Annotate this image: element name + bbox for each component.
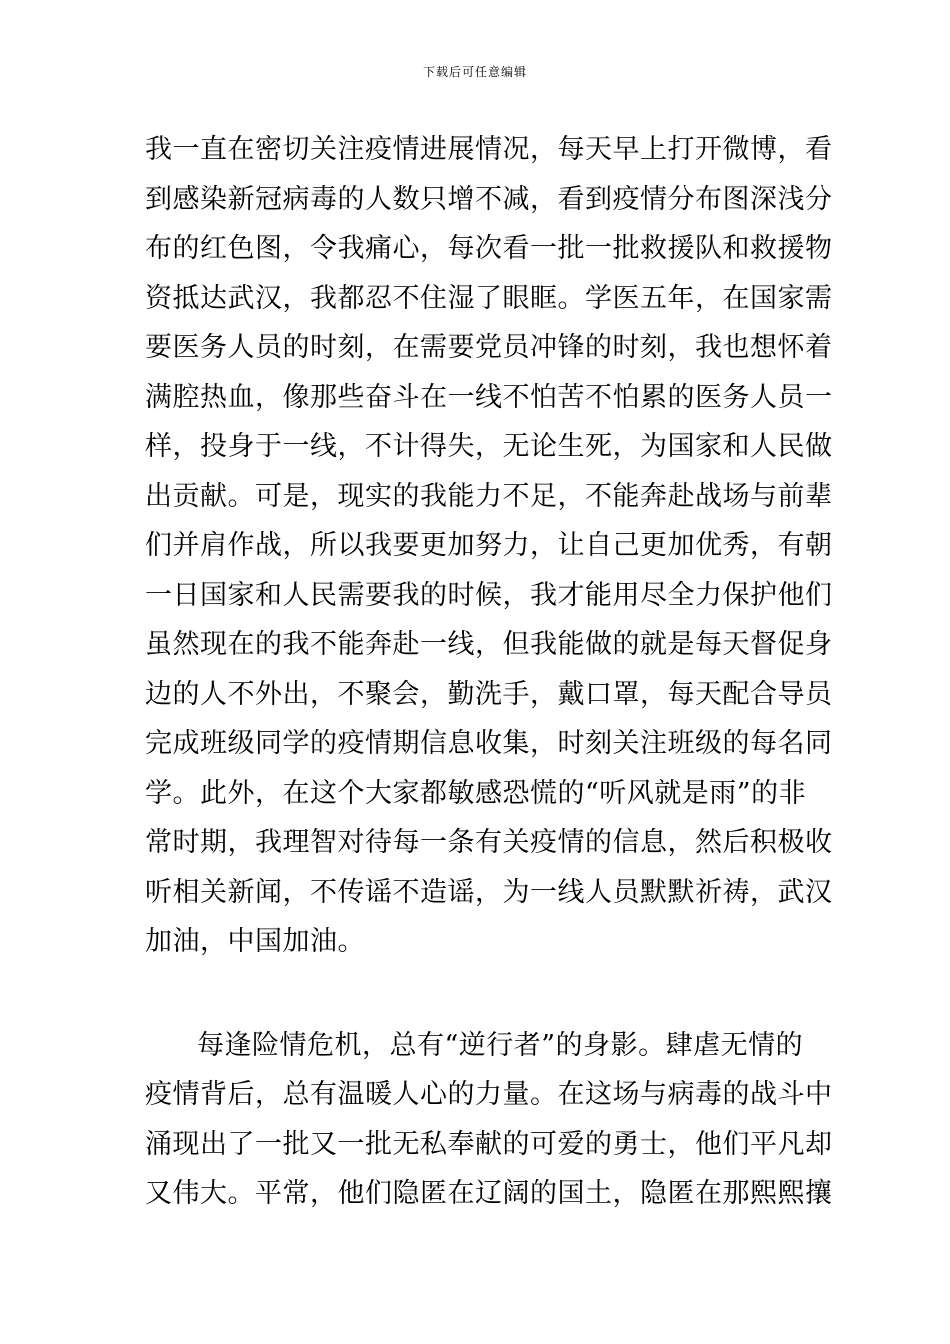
paragraph-line: 布的红色图，令我痛心，每次看一批一批救援队和救援物 (145, 233, 833, 264)
paragraph-line: 常时期，我理智对待每一条有关疫情的信息，然后积极收 (145, 827, 833, 858)
paragraph-line: 到感染新冠病毒的人数只增不减，看到疫情分布图深浅分 (145, 184, 833, 215)
paragraph-line: 听相关新闻，不传谣不造谣，为一线人员默默祈祷，武汉 (145, 877, 833, 908)
paragraph-line: 每逢险情危机，总有“逆行者”的身影。肆虐无情的 (197, 1030, 804, 1061)
header-note: 下载后可任意编辑 (422, 65, 527, 79)
paragraph-line: 边的人不外出，不聚会，勤洗手，戴口罩，每天配合导员 (145, 679, 833, 710)
paragraph-line: 学。此外，在这个大家都敏感恐慌的“听风就是雨”的非 (145, 778, 807, 809)
paragraph-line: 们并肩作战，所以我要更加努力，让自己更加优秀，有朝 (145, 530, 833, 561)
paragraph-line: 一日国家和人民需要我的时候，我才能用尽全力保护他们 (145, 580, 833, 611)
paragraph-line: 资抵达武汉，我都忍不住湿了眼眶。学医五年，在国家需 (145, 283, 833, 314)
paragraph-line: 虽然现在的我不能奔赴一线，但我能做的就是每天督促身 (145, 629, 833, 660)
paragraph-line: 样，投身于一线，不计得失，无论生死，为国家和人民做 (145, 431, 833, 462)
paragraph-line: 涌现出了一批又一批无私奉献的可爱的勇士，他们平凡却 (145, 1129, 833, 1160)
paragraph-line: 又伟大。平常，他们隐匿在辽阔的国土，隐匿在那熙熙攘 (145, 1178, 833, 1209)
paragraph-line: 出贡献。可是，现实的我能力不足，不能奔赴战场与前辈 (145, 481, 833, 512)
paragraph-line: 我一直在密切关注疫情进展情况，每天早上打开微博，看 (145, 134, 833, 165)
paragraph-line: 完成班级同学的疫情期信息收集，时刻关注班级的每名同 (145, 728, 833, 759)
paragraph-line: 满腔热血，像那些奋斗在一线不怕苦不怕累的医务人员一 (145, 382, 833, 413)
paragraph-line: 疫情背后，总有温暖人心的力量。在这场与病毒的战斗中 (145, 1079, 833, 1110)
paragraph-line: 要医务人员的时刻，在需要党员冲锋的时刻，我也想怀着 (145, 332, 833, 363)
paragraph-line: 加油，中国加油。 (145, 926, 365, 957)
